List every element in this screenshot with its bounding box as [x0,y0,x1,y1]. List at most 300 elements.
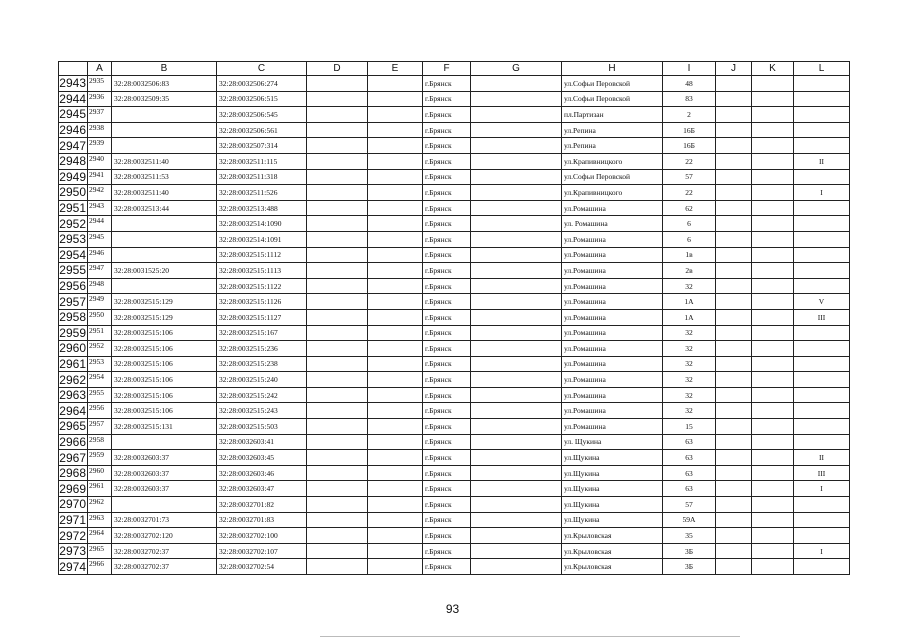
cell-c[interactable]: 32:28:0032511:526 [217,185,307,201]
cell-c[interactable]: 32:28:0032514:1090 [217,216,307,232]
cell-l[interactable] [794,528,850,544]
row-number[interactable]: 2955 [59,263,86,278]
cell-d[interactable] [307,543,368,559]
cell-c[interactable]: 32:28:0032603:45 [217,450,307,466]
cell-d[interactable] [307,309,368,325]
cell-f[interactable]: г.Брянск [423,309,471,325]
cell-b[interactable] [112,434,217,450]
cell-k[interactable] [752,138,794,154]
cell-h[interactable]: ул.Репина [562,122,663,138]
cell-j[interactable] [716,122,752,138]
cell-b[interactable]: 32:28:0032515:106 [112,325,217,341]
cell-i[interactable]: 3Б [663,543,716,559]
cell-e[interactable] [368,387,423,403]
cell-f[interactable]: г.Брянск [423,294,471,310]
column-header-e[interactable]: E [368,62,423,76]
cell-e[interactable] [368,309,423,325]
cell-i[interactable]: 3Б [663,559,716,575]
cell-i[interactable]: 32 [663,341,716,357]
cell-l[interactable]: V [794,294,850,310]
cell-l[interactable]: III [794,309,850,325]
cell-k[interactable] [752,559,794,575]
cell-f[interactable]: г.Брянск [423,559,471,575]
cell-g[interactable] [471,169,562,185]
cell-k[interactable] [752,325,794,341]
cell-a[interactable]: 2936 [88,91,112,107]
cell-i[interactable]: 62 [663,200,716,216]
cell-b[interactable] [112,107,217,123]
cell-e[interactable] [368,153,423,169]
cell-a[interactable]: 2964 [88,528,112,544]
cell-g[interactable] [471,325,562,341]
cell-k[interactable] [752,356,794,372]
cell-d[interactable] [307,216,368,232]
cell-j[interactable] [716,528,752,544]
cell-e[interactable] [368,200,423,216]
row-number[interactable]: 2964 [59,403,86,418]
cell-d[interactable] [307,434,368,450]
cell-h[interactable]: ул.Ромашина [562,341,663,357]
cell-i[interactable]: 35 [663,528,716,544]
cell-k[interactable] [752,169,794,185]
cell-i[interactable]: 22 [663,153,716,169]
column-header-l[interactable]: L [794,62,850,76]
cell-a[interactable]: 2941 [88,169,112,185]
cell-d[interactable] [307,465,368,481]
cell-f[interactable]: г.Брянск [423,434,471,450]
cell-l[interactable] [794,91,850,107]
cell-e[interactable] [368,278,423,294]
cell-b[interactable]: 32:28:0032511:53 [112,169,217,185]
cell-g[interactable] [471,559,562,575]
cell-f[interactable]: г.Брянск [423,528,471,544]
cell-k[interactable] [752,107,794,123]
cell-e[interactable] [368,231,423,247]
cell-c[interactable]: 32:28:0032506:561 [217,122,307,138]
row-number[interactable]: 2974 [59,559,86,574]
cell-f[interactable]: г.Брянск [423,497,471,513]
cell-g[interactable] [471,387,562,403]
cell-f[interactable]: г.Брянск [423,247,471,263]
cell-k[interactable] [752,76,794,92]
column-header-b[interactable]: B [112,62,217,76]
cell-l[interactable] [794,200,850,216]
cell-f[interactable]: г.Брянск [423,200,471,216]
cell-b[interactable]: 32:28:0032511:40 [112,153,217,169]
cell-l[interactable] [794,216,850,232]
cell-a[interactable]: 2945 [88,231,112,247]
cell-j[interactable] [716,372,752,388]
cell-k[interactable] [752,403,794,419]
cell-i[interactable]: 57 [663,497,716,513]
row-number[interactable]: 2951 [59,201,86,216]
cell-f[interactable]: г.Брянск [423,341,471,357]
cell-d[interactable] [307,419,368,435]
cell-l[interactable] [794,403,850,419]
cell-g[interactable] [471,200,562,216]
row-number[interactable]: 2956 [59,279,86,294]
cell-b[interactable]: 32:28:0032515:106 [112,372,217,388]
cell-h[interactable]: ул.Ромашина [562,231,663,247]
cell-f[interactable]: г.Брянск [423,543,471,559]
cell-e[interactable] [368,497,423,513]
cell-l[interactable] [794,138,850,154]
cell-b[interactable]: 32:28:0032515:129 [112,294,217,310]
row-number[interactable]: 2945 [59,107,86,122]
cell-l[interactable] [794,325,850,341]
cell-f[interactable]: г.Брянск [423,231,471,247]
cell-l[interactable] [794,387,850,403]
cell-g[interactable] [471,231,562,247]
cell-i[interactable]: 6 [663,216,716,232]
cell-g[interactable] [471,122,562,138]
cell-c[interactable]: 32:28:0032515:240 [217,372,307,388]
cell-d[interactable] [307,278,368,294]
cell-a[interactable]: 2955 [88,387,112,403]
cell-j[interactable] [716,294,752,310]
cell-b[interactable] [112,122,217,138]
cell-c[interactable]: 32:28:0032506:274 [217,76,307,92]
cell-l[interactable] [794,559,850,575]
cell-k[interactable] [752,153,794,169]
cell-e[interactable] [368,528,423,544]
cell-d[interactable] [307,325,368,341]
cell-k[interactable] [752,341,794,357]
row-number[interactable]: 2962 [59,372,86,387]
cell-h[interactable]: ул.Ромашина [562,200,663,216]
cell-d[interactable] [307,153,368,169]
cell-b[interactable]: 32:28:0032702:120 [112,528,217,544]
cell-f[interactable]: г.Брянск [423,263,471,279]
cell-h[interactable]: ул.Репина [562,138,663,154]
cell-l[interactable]: II [794,450,850,466]
cell-e[interactable] [368,543,423,559]
cell-d[interactable] [307,263,368,279]
cell-j[interactable] [716,341,752,357]
cell-l[interactable] [794,107,850,123]
cell-g[interactable] [471,294,562,310]
cell-e[interactable] [368,263,423,279]
cell-a[interactable]: 2944 [88,216,112,232]
cell-b[interactable] [112,247,217,263]
cell-l[interactable] [794,231,850,247]
cell-c[interactable]: 32:28:0032511:318 [217,169,307,185]
cell-e[interactable] [368,356,423,372]
column-header-k[interactable]: K [752,62,794,76]
cell-i[interactable]: 48 [663,76,716,92]
cell-j[interactable] [716,481,752,497]
cell-i[interactable]: 32 [663,403,716,419]
cell-j[interactable] [716,216,752,232]
cell-b[interactable]: 32:28:0032603:37 [112,450,217,466]
cell-j[interactable] [716,403,752,419]
cell-k[interactable] [752,216,794,232]
column-header-f[interactable]: F [423,62,471,76]
cell-l[interactable] [794,247,850,263]
cell-h[interactable]: ул.Щукина [562,481,663,497]
cell-l[interactable] [794,122,850,138]
cell-k[interactable] [752,372,794,388]
cell-a[interactable]: 2952 [88,341,112,357]
cell-a[interactable]: 2938 [88,122,112,138]
cell-g[interactable] [471,434,562,450]
row-number[interactable]: 2954 [59,247,86,262]
cell-h[interactable]: ул.Ромашина [562,419,663,435]
row-number[interactable]: 2958 [59,310,86,325]
cell-k[interactable] [752,512,794,528]
cell-l[interactable] [794,356,850,372]
cell-a[interactable]: 2954 [88,372,112,388]
cell-h[interactable]: ул.Ромашина [562,387,663,403]
column-header-g[interactable]: G [471,62,562,76]
cell-d[interactable] [307,403,368,419]
cell-d[interactable] [307,512,368,528]
cell-j[interactable] [716,278,752,294]
cell-b[interactable] [112,497,217,513]
cell-l[interactable]: I [794,481,850,497]
cell-b[interactable] [112,216,217,232]
cell-b[interactable]: 32:28:0032702:37 [112,559,217,575]
cell-e[interactable] [368,481,423,497]
cell-g[interactable] [471,341,562,357]
cell-b[interactable]: 32:28:0032603:37 [112,465,217,481]
cell-j[interactable] [716,465,752,481]
cell-e[interactable] [368,185,423,201]
cell-c[interactable]: 32:28:0032515:1113 [217,263,307,279]
cell-h[interactable]: ул.Ромашина [562,403,663,419]
row-number[interactable]: 2961 [59,356,86,371]
cell-e[interactable] [368,122,423,138]
cell-a[interactable]: 2965 [88,543,112,559]
cell-h[interactable]: ул.Ромашина [562,325,663,341]
cell-c[interactable]: 32:28:0032515:238 [217,356,307,372]
cell-k[interactable] [752,543,794,559]
cell-b[interactable]: 32:28:0032515:131 [112,419,217,435]
cell-h[interactable]: ул.Ромашина [562,294,663,310]
cell-c[interactable]: 32:28:0032603:46 [217,465,307,481]
cell-j[interactable] [716,356,752,372]
cell-g[interactable] [471,419,562,435]
cell-a[interactable]: 2951 [88,325,112,341]
cell-b[interactable]: 32:28:0032702:37 [112,543,217,559]
cell-h[interactable]: ул. Ромашина [562,216,663,232]
cell-e[interactable] [368,91,423,107]
cell-l[interactable] [794,263,850,279]
cell-e[interactable] [368,434,423,450]
cell-g[interactable] [471,512,562,528]
cell-f[interactable]: г.Брянск [423,185,471,201]
cell-i[interactable]: 63 [663,450,716,466]
cell-i[interactable]: 1А [663,294,716,310]
cell-i[interactable]: 32 [663,278,716,294]
cell-l[interactable] [794,512,850,528]
cell-k[interactable] [752,528,794,544]
cell-k[interactable] [752,294,794,310]
cell-i[interactable]: 63 [663,465,716,481]
cell-c[interactable]: 32:28:0032603:41 [217,434,307,450]
cell-c[interactable]: 32:28:0032511:115 [217,153,307,169]
row-number[interactable]: 2943 [59,76,86,91]
cell-c[interactable]: 32:28:0032514:1091 [217,231,307,247]
cell-h[interactable]: ул.Софьи Перовской [562,169,663,185]
cell-a[interactable]: 2942 [88,185,112,201]
cell-i[interactable]: 2 [663,107,716,123]
cell-g[interactable] [471,185,562,201]
cell-c[interactable]: 32:28:0032506:515 [217,91,307,107]
cell-a[interactable]: 2939 [88,138,112,154]
cell-e[interactable] [368,294,423,310]
row-number[interactable]: 2968 [59,466,86,481]
cell-c[interactable]: 32:28:0032702:107 [217,543,307,559]
cell-g[interactable] [471,76,562,92]
cell-c[interactable]: 32:28:0032603:47 [217,481,307,497]
cell-e[interactable] [368,216,423,232]
cell-e[interactable] [368,247,423,263]
cell-h[interactable]: ул.Ромашина [562,278,663,294]
cell-d[interactable] [307,91,368,107]
cell-g[interactable] [471,372,562,388]
cell-k[interactable] [752,231,794,247]
cell-b[interactable]: 32:28:0032515:106 [112,341,217,357]
cell-k[interactable] [752,122,794,138]
cell-h[interactable]: ул. Щукина [562,434,663,450]
cell-j[interactable] [716,387,752,403]
cell-f[interactable]: г.Брянск [423,512,471,528]
cell-f[interactable]: г.Брянск [423,450,471,466]
cell-g[interactable] [471,465,562,481]
row-number[interactable]: 2952 [59,216,86,231]
cell-a[interactable]: 2937 [88,107,112,123]
cell-g[interactable] [471,138,562,154]
cell-g[interactable] [471,497,562,513]
cell-j[interactable] [716,450,752,466]
cell-b[interactable]: 32:28:0032515:106 [112,387,217,403]
row-number[interactable]: 2972 [59,528,86,543]
column-header-c[interactable]: C [217,62,307,76]
row-number[interactable]: 2969 [59,481,86,496]
cell-g[interactable] [471,403,562,419]
cell-c[interactable]: 32:28:0032515:242 [217,387,307,403]
cell-d[interactable] [307,294,368,310]
cell-h[interactable]: ул.Ромашина [562,247,663,263]
cell-e[interactable] [368,169,423,185]
cell-h[interactable]: ул.Крыловская [562,559,663,575]
row-number[interactable]: 2967 [59,450,86,465]
cell-d[interactable] [307,372,368,388]
cell-e[interactable] [368,372,423,388]
cell-f[interactable]: г.Брянск [423,169,471,185]
cell-f[interactable]: г.Брянск [423,465,471,481]
cell-f[interactable]: г.Брянск [423,138,471,154]
cell-c[interactable]: 32:28:0032515:1127 [217,309,307,325]
cell-e[interactable] [368,559,423,575]
cell-f[interactable]: г.Брянск [423,122,471,138]
cell-d[interactable] [307,497,368,513]
cell-a[interactable]: 2953 [88,356,112,372]
cell-g[interactable] [471,481,562,497]
cell-c[interactable]: 32:28:0032515:1112 [217,247,307,263]
cell-f[interactable]: г.Брянск [423,419,471,435]
cell-l[interactable]: I [794,543,850,559]
cell-d[interactable] [307,122,368,138]
cell-f[interactable]: г.Брянск [423,153,471,169]
cell-j[interactable] [716,91,752,107]
cell-h[interactable]: ул.Щукина [562,465,663,481]
cell-j[interactable] [716,169,752,185]
cell-a[interactable]: 2935 [88,76,112,92]
cell-j[interactable] [716,434,752,450]
cell-k[interactable] [752,247,794,263]
cell-j[interactable] [716,497,752,513]
cell-c[interactable]: 32:28:0032701:83 [217,512,307,528]
cell-g[interactable] [471,153,562,169]
cell-e[interactable] [368,465,423,481]
cell-d[interactable] [307,559,368,575]
row-number[interactable]: 2970 [59,497,86,512]
cell-k[interactable] [752,309,794,325]
cell-e[interactable] [368,76,423,92]
cell-g[interactable] [471,450,562,466]
cell-i[interactable]: 83 [663,91,716,107]
cell-h[interactable]: ул.Щукина [562,497,663,513]
cell-l[interactable] [794,169,850,185]
cell-i[interactable]: 2в [663,263,716,279]
cell-a[interactable]: 2961 [88,481,112,497]
cell-j[interactable] [716,107,752,123]
cell-i[interactable]: 1А [663,309,716,325]
cell-i[interactable]: 63 [663,434,716,450]
cell-j[interactable] [716,419,752,435]
cell-e[interactable] [368,450,423,466]
cell-h[interactable]: ул.Крыловская [562,528,663,544]
cell-g[interactable] [471,528,562,544]
cell-c[interactable]: 32:28:0032515:167 [217,325,307,341]
cell-k[interactable] [752,200,794,216]
cell-c[interactable]: 32:28:0032702:100 [217,528,307,544]
column-header-d[interactable]: D [307,62,368,76]
cell-j[interactable] [716,76,752,92]
cell-l[interactable] [794,76,850,92]
cell-f[interactable]: г.Брянск [423,91,471,107]
cell-b[interactable]: 32:28:0031525:20 [112,263,217,279]
cell-j[interactable] [716,185,752,201]
cell-e[interactable] [368,107,423,123]
row-number[interactable]: 2973 [59,544,86,559]
cell-k[interactable] [752,481,794,497]
cell-e[interactable] [368,138,423,154]
cell-k[interactable] [752,387,794,403]
cell-h[interactable]: ул.Софьи Перовской [562,76,663,92]
row-number[interactable]: 2971 [59,512,86,527]
cell-e[interactable] [368,512,423,528]
cell-c[interactable]: 32:28:0032515:236 [217,341,307,357]
row-number[interactable]: 2944 [59,91,86,106]
cell-k[interactable] [752,263,794,279]
cell-l[interactable] [794,341,850,357]
cell-g[interactable] [471,247,562,263]
cell-c[interactable]: 32:28:0032507:314 [217,138,307,154]
cell-l[interactable]: I [794,185,850,201]
cell-d[interactable] [307,356,368,372]
cell-j[interactable] [716,512,752,528]
cell-b[interactable]: 32:28:0032701:73 [112,512,217,528]
cell-g[interactable] [471,107,562,123]
cell-j[interactable] [716,247,752,263]
cell-j[interactable] [716,231,752,247]
row-number[interactable]: 2949 [59,169,86,184]
cell-d[interactable] [307,247,368,263]
cell-g[interactable] [471,543,562,559]
